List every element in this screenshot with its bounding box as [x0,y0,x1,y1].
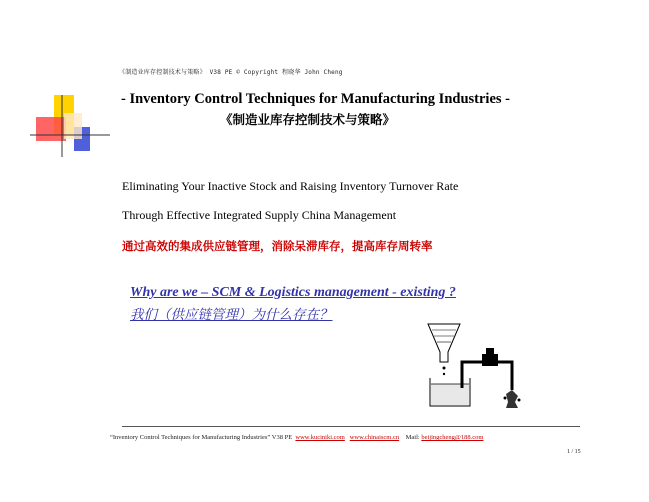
footer-text: “Inventory Control Techniques for Manufacturing Industries” V38 PE [110,434,293,441]
footer-divider [122,426,580,427]
question-heading-chinese: 我们（供应链管理）为什么存在？ [130,307,333,323]
page-title: - Inventory Control Techniques for Manufacturing Industries - [121,91,510,107]
question-heading: Why are we – SCM & Logistics management - existing ? [130,285,456,300]
body-line-chinese: 通过高效的集成供应链管理，消除呆滞库存，提高库存周转率 [122,239,433,253]
running-header: 《制造业库存控制技术与策略》 V38 PE © Copyright 程晓华 John Cheng [119,69,343,76]
page-number: 1 / 15 [567,449,581,455]
footer-mail-label: Mail: [405,434,420,441]
funnel-pipe-illustration [420,318,530,413]
footer-link-chinaiscm[interactable]: www.chinaiscm.cn [349,434,400,441]
decorative-squares-logo [30,95,120,165]
body-line-1: Eliminating Your Inactive Stock and Raising Inventory Turnover Rate [122,179,459,193]
page-title-chinese: 《制造业库存控制技术与策略》 [220,112,396,127]
body-line-2: Through Effective Integrated Supply China Management [122,208,397,222]
footer-link-kuciniki[interactable]: www.kuciniki.com [295,434,345,441]
footer-mail-link[interactable]: beijingcheng@188.com [421,434,484,441]
footer [110,434,483,441]
